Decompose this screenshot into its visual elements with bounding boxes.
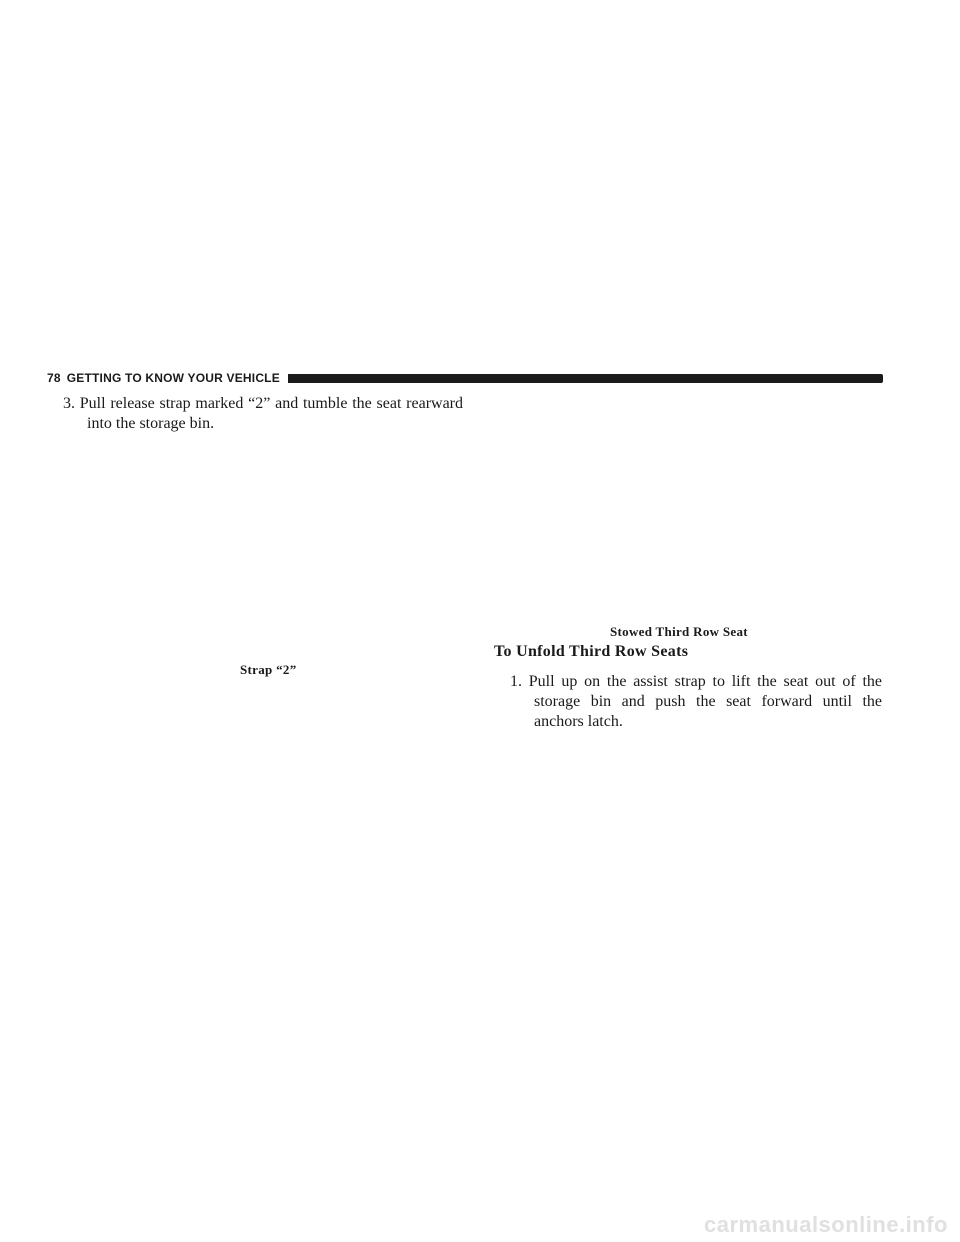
instruction-step-1: 1. Pull up on the assist strap to lift the seat out of the storage bin and push the seat forward until the anchors latch. [510,673,882,730]
stowed-seat-caption: Stowed Third Row Seat [610,624,748,639]
header-rule [288,374,883,383]
page-header [47,370,883,386]
strap-2-caption: Strap “2” [240,662,297,677]
instruction-step-3: 3. Pull release strap marked “2” and tumble the seat rearward into the storage bin. [63,395,463,432]
watermark-text: carmanualsonline.info [704,1212,948,1237]
stowed-seat-figure [494,394,884,614]
page-number: 78 [47,371,61,385]
section-title: GETTING TO KNOW YOUR VEHICLE [66,371,280,385]
strap-2-figure [47,440,463,652]
unfold-subheading: To Unfold Third Row Seats [494,643,689,660]
